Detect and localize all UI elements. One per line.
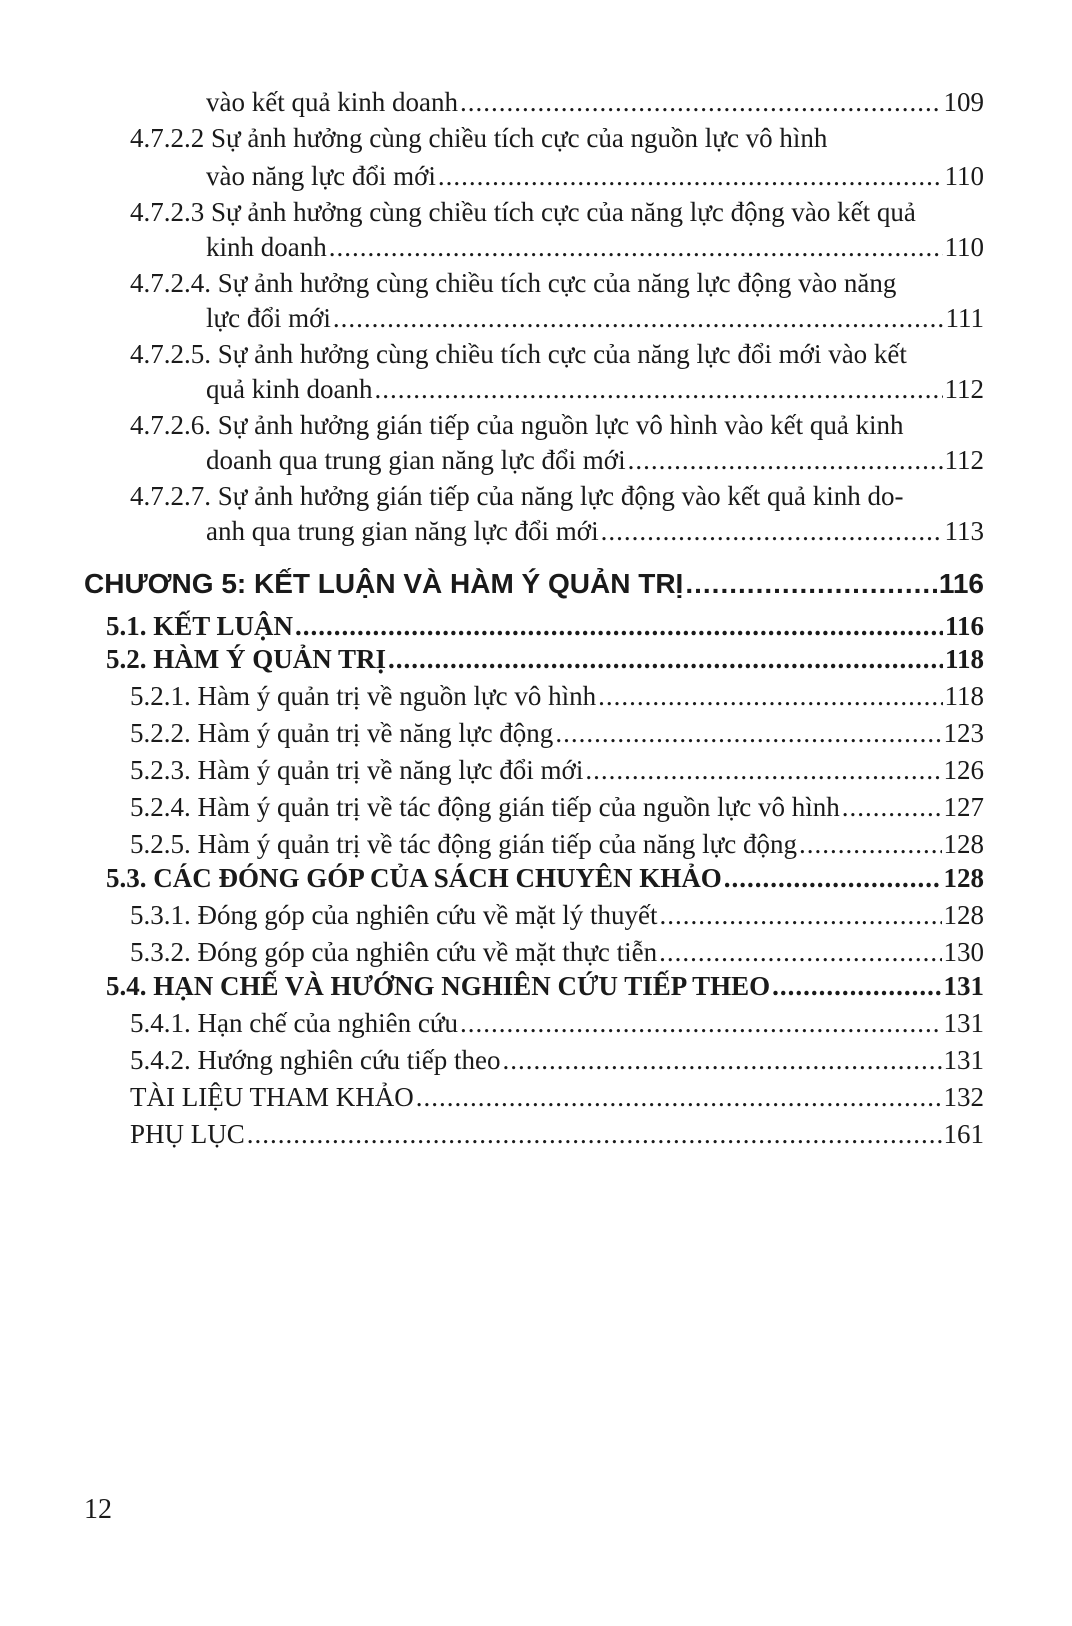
section-title: 5.2. HÀM Ý QUẢN TRỊ: [106, 644, 387, 674]
toc-entry-title: 5.2.3. Hàm ý quản trị về năng lực đổi mới: [130, 755, 584, 785]
toc-entry-title: TÀI LIỆU THAM KHẢO: [130, 1082, 414, 1112]
toc-entry-title: lực đổi mới: [206, 303, 331, 333]
dot-leader: [388, 641, 943, 677]
toc-page-number: 123: [943, 718, 984, 748]
chapter-title: CHƯƠNG 5: KẾT LUẬN VÀ HÀM Ý QUẢN TRỊ: [84, 568, 684, 599]
toc-page-number: 116: [938, 568, 984, 599]
toc-entry[interactable]: [130, 678, 984, 714]
toc-page-number: 113: [944, 516, 984, 546]
toc-page-number: 130: [943, 937, 984, 967]
dot-leader: [659, 934, 941, 970]
toc-entry-title: vào năng lực đổi mới: [206, 161, 436, 191]
toc-entry-title: anh qua trung gian năng lực đổi mới: [206, 516, 599, 546]
toc-page-number: 132: [943, 1082, 984, 1112]
toc-page-number: 110: [944, 232, 984, 262]
toc-entry[interactable]: [206, 371, 984, 407]
toc-entry[interactable]: [206, 300, 984, 336]
toc-page-number: 112: [944, 374, 984, 404]
toc-entry[interactable]: [130, 934, 984, 970]
section-title: 5.1. KẾT LUẬN: [106, 611, 294, 641]
toc-page-number: 112: [944, 445, 984, 475]
dot-leader: [772, 968, 941, 1004]
dot-leader: [247, 1116, 942, 1152]
dot-leader: [438, 158, 943, 194]
toc-entry[interactable]: [206, 84, 984, 120]
toc-page-number: 127: [943, 792, 984, 822]
dot-leader: [585, 752, 941, 788]
toc-entry[interactable]: [206, 442, 984, 478]
toc-entry[interactable]: [130, 715, 984, 751]
dot-leader: [295, 608, 943, 644]
toc-entry[interactable]: [130, 752, 984, 788]
toc-entry-heading[interactable]: 4.7.2.3 Sự ảnh hưởng cùng chiều tích cực của năng lực động vào kết quả: [130, 197, 916, 227]
page-number: 12: [84, 1494, 112, 1525]
toc-entry-heading[interactable]: 4.7.2.5. Sự ảnh hưởng cùng chiều tích cực của năng lực đổi mới vào kết: [130, 339, 907, 369]
toc-page-number: 116: [944, 611, 984, 641]
toc-entry[interactable]: [130, 1116, 984, 1152]
dot-leader: [842, 789, 942, 825]
toc-section-entry[interactable]: [106, 641, 984, 677]
toc-page-number: 128: [943, 829, 984, 859]
dot-leader: [628, 442, 943, 478]
toc-entry[interactable]: [206, 513, 984, 549]
toc-entry-title: 5.4.2. Hướng nghiên cứu tiếp theo: [130, 1045, 501, 1075]
dot-leader: [555, 715, 941, 751]
toc-chapter-entry[interactable]: [84, 566, 984, 602]
toc-entry[interactable]: [206, 158, 984, 194]
toc-entry[interactable]: [130, 1005, 984, 1041]
toc-page-number: 131: [943, 1045, 984, 1075]
dot-leader: [333, 300, 944, 336]
toc-entry-title: 5.2.2. Hàm ý quản trị về năng lực động: [130, 718, 554, 748]
toc-entry-title: quả kinh doanh: [206, 374, 373, 404]
toc-entry[interactable]: [130, 1079, 984, 1115]
toc-entry[interactable]: [130, 826, 984, 862]
dot-leader: [601, 513, 943, 549]
toc-page-number: 109: [943, 87, 984, 117]
toc-section-entry[interactable]: [106, 608, 984, 644]
dot-leader: [416, 1079, 942, 1115]
dot-leader: [460, 84, 942, 120]
toc-entry[interactable]: [206, 229, 984, 265]
dot-leader: [685, 566, 936, 602]
toc-entry-title: 5.3.2. Đóng góp của nghiên cứu về mặt thực tiễn: [130, 937, 658, 967]
toc-page-number: 118: [944, 644, 984, 674]
toc-entry-title: PHỤ LỤC: [130, 1119, 245, 1149]
toc-entry-heading[interactable]: 4.7.2.2 Sự ảnh hưởng cùng chiều tích cực của nguồn lực vô hình: [130, 123, 828, 153]
dot-leader: [724, 860, 942, 896]
toc-entry[interactable]: [130, 897, 984, 933]
toc-page-number: 110: [944, 161, 984, 191]
dot-leader: [598, 678, 942, 714]
toc-section-entry[interactable]: [106, 860, 984, 896]
toc-entry-heading[interactable]: 4.7.2.4. Sự ảnh hưởng cùng chiều tích cực của năng lực động vào năng: [130, 268, 897, 298]
dot-leader: [374, 371, 942, 407]
toc-entry-heading[interactable]: 4.7.2.6. Sự ảnh hưởng gián tiếp của nguồn lực vô hình vào kết quả kinh: [130, 410, 904, 440]
toc-entry-title: vào kết quả kinh doanh: [206, 87, 458, 117]
toc-page-number: 126: [943, 755, 984, 785]
toc-entry-title: 5.2.1. Hàm ý quản trị về nguồn lực vô hình: [130, 681, 597, 711]
dot-leader: [460, 1005, 941, 1041]
dot-leader: [799, 826, 942, 862]
toc-section-entry[interactable]: [106, 968, 984, 1004]
toc-entry-title: kinh doanh: [206, 232, 327, 262]
toc-entry-title: 5.3.1. Đóng góp của nghiên cứu về mặt lý thuyết: [130, 900, 658, 930]
dot-leader: [503, 1042, 942, 1078]
toc-page-number: 128: [943, 900, 984, 930]
section-title: 5.3. CÁC ĐÓNG GÓP CỦA SÁCH CHUYÊN KHẢO: [106, 863, 722, 893]
toc-page-number: 111: [945, 303, 984, 333]
dot-leader: [660, 897, 942, 933]
toc-page-number: 161: [943, 1119, 984, 1149]
toc-entry-title: 5.4.1. Hạn chế của nghiên cứu: [130, 1008, 459, 1038]
toc-entry-title: doanh qua trung gian năng lực đổi mới: [206, 445, 626, 475]
dot-leader: [329, 229, 943, 265]
toc-entry[interactable]: [130, 1042, 984, 1078]
toc-page-number: 131: [943, 1008, 984, 1038]
toc-page-number: 118: [944, 681, 984, 711]
toc-entry-heading[interactable]: 4.7.2.7. Sự ảnh hưởng gián tiếp của năng lực động vào kết quả kinh do-: [130, 481, 904, 511]
toc-page-number: 131: [943, 971, 984, 1001]
toc-entry-title: 5.2.4. Hàm ý quản trị về tác động gián tiếp của nguồn lực vô hình: [130, 792, 840, 822]
toc-page-number: 128: [943, 863, 984, 893]
toc-entry[interactable]: [130, 789, 984, 825]
toc-entry-title: 5.2.5. Hàm ý quản trị về tác động gián tiếp của năng lực động: [130, 829, 797, 859]
section-title: 5.4. HẠN CHẾ VÀ HƯỚNG NGHIÊN CỨU TIẾP THEO: [106, 971, 771, 1001]
